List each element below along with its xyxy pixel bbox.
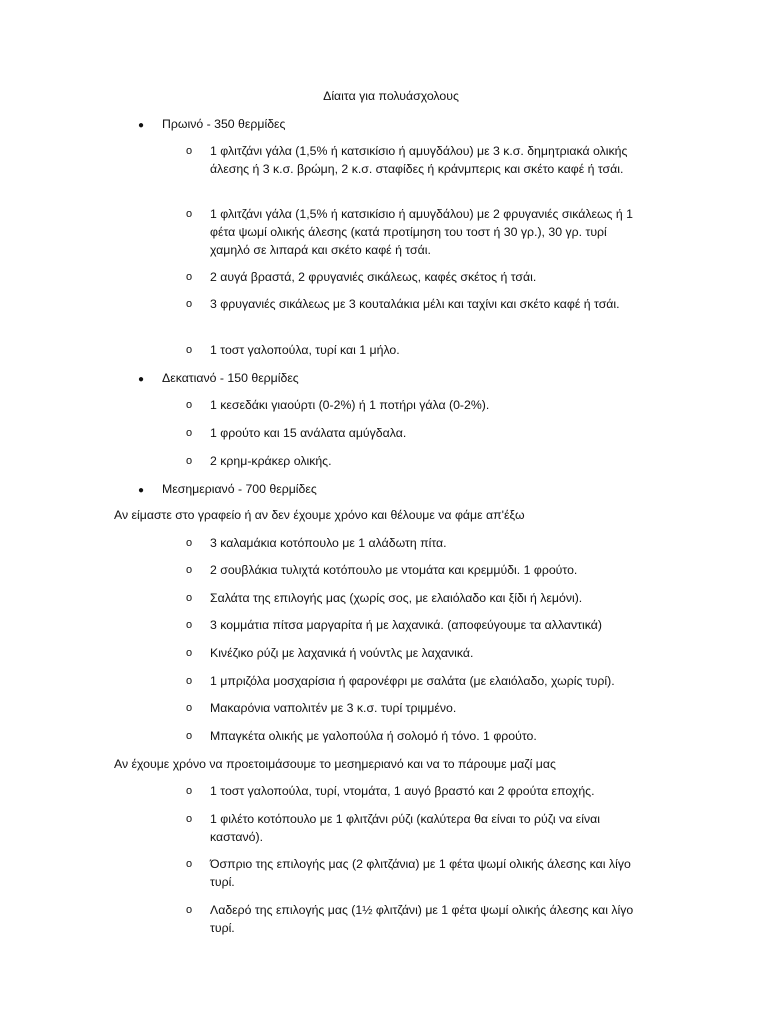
meal-heading-lunch: [138, 480, 317, 500]
list-item: [186, 644, 646, 662]
list-item-text: Κινέζικο ρύζι με λαχανικά ή νούντλς με λαχανικά.: [210, 646, 474, 660]
list-item: [186, 205, 646, 259]
circle-bullet-icon: o: [186, 730, 193, 742]
list-item: [186, 142, 646, 178]
circle-bullet-icon: o: [186, 344, 193, 356]
list-item-text: 3 φρυγανιές σικάλεως με 3 κουταλάκια μέλι και ταχίνι και σκέτο καφέ ή τσάι.: [210, 297, 620, 311]
list-item-text: 1 φλιτζάνι γάλα (1,5% ή κατσικίσιο ή αμυγδάλου) με 2 φρυγανιές σικάλεως ή 1 φέτα ψωμί ολικής άλεσης (κατά προτίμηση του τοστ ή 30 γρ.), 30 γρ. τυρί χαμηλό σε λιπαρά και σκέτο καφέ ή τσάι.: [210, 207, 633, 257]
circle-bullet-icon: o: [186, 298, 193, 310]
meal-heading-breakfast: [138, 115, 285, 135]
list-item-text: 2 σουβλάκια τυλιχτά κοτόπουλο με ντομάτα και κρεμμύδι. 1 φρούτο.: [210, 563, 578, 577]
list-item: [186, 616, 646, 634]
meal-heading-snack: [138, 369, 299, 389]
circle-bullet-icon: o: [186, 675, 193, 687]
list-item-text: 1 φρούτο και 15 ανάλατα αμύγδαλα.: [210, 426, 407, 440]
bullet-icon: ●: [138, 485, 145, 496]
meal-label: Μεσημεριανό - 700 θερμίδες: [162, 482, 317, 496]
circle-bullet-icon: o: [186, 785, 193, 797]
bullet-icon: ●: [138, 120, 145, 131]
list-item: [186, 782, 646, 800]
list-item-text: 2 αυγά βραστά, 2 φρυγανιές σικάλεως, καφές σκέτος ή τσάι.: [210, 270, 537, 284]
list-item-text: 2 κρημ-κράκερ ολικής.: [210, 454, 332, 468]
list-item-text: 1 κεσεδάκι γιαούρτι (0-2%) ή 1 ποτήρι γάλα (0-2%).: [210, 398, 490, 412]
list-item: [186, 341, 646, 359]
circle-bullet-icon: o: [186, 208, 193, 220]
circle-bullet-icon: o: [186, 145, 193, 157]
list-item: [186, 699, 646, 717]
circle-bullet-icon: o: [186, 619, 193, 631]
list-item-text: 3 κομμάτια πίτσα μαργαρίτα ή με λαχανικά. (αποφεύγουμε τα αλλαντικά): [210, 618, 602, 632]
list-item-text: Λαδερό της επιλογής μας (1½ φλιτζάνι) με 1 φέτα ψωμί ολικής άλεσης και λίγο τυρί.: [210, 903, 634, 935]
list-item: [186, 901, 646, 937]
list-item: [186, 268, 646, 286]
circle-bullet-icon: o: [186, 455, 193, 467]
list-item: [186, 672, 646, 690]
list-item-text: Μπαγκέτα ολικής με γαλοπούλα ή σολομό ή τόνο. 1 φρούτο.: [210, 729, 537, 743]
list-item-text: 3 καλαμάκια κοτόπουλο με 1 αλάδωτη πίτα.: [210, 536, 447, 550]
circle-bullet-icon: o: [186, 592, 193, 604]
list-item: [186, 452, 646, 470]
list-item-text: 1 τοστ γαλοπούλα, τυρί και 1 μήλο.: [210, 343, 400, 357]
circle-bullet-icon: o: [186, 564, 193, 576]
circle-bullet-icon: o: [186, 858, 193, 870]
list-item-text: 1 μπριζόλα μοσχαρίσια ή φαρονέφρι με σαλάτα (με ελαιόλαδο, χωρίς τυρί).: [210, 674, 615, 688]
circle-bullet-icon: o: [186, 647, 193, 659]
circle-bullet-icon: o: [186, 537, 193, 549]
subheading-office: Αν είμαστε στο γραφείο ή αν δεν έχουμε χρόνο και θέλουμε να φάμε απ'έξω: [114, 508, 525, 522]
list-item-text: Όσπριο της επιλογής μας (2 φλιτζάνια) με 1 φέτα ψωμί ολικής άλεσης και λίγο τυρί.: [210, 857, 631, 889]
subheading-home: Αν έχουμε χρόνο να προετοιμάσουμε το μεσημεριανό και να το πάρουμε μαζί μας: [114, 757, 556, 771]
bullet-icon: ●: [138, 374, 145, 385]
circle-bullet-icon: o: [186, 427, 193, 439]
list-item-text: 1 φιλέτο κοτόπουλο με 1 φλιτζάνι ρύζι (καλύτερα θα είναι το ρύζι να είναι καστανό).: [210, 812, 600, 844]
list-item: [186, 424, 646, 442]
list-item-text: Σαλάτα της επιλογής μας (χωρίς σος, με ελαιόλαδο και ξίδι ή λεμόνι).: [210, 591, 583, 605]
circle-bullet-icon: o: [186, 702, 193, 714]
page-title: Δίαιτα για πολυάσχολους: [323, 89, 459, 103]
circle-bullet-icon: o: [186, 271, 193, 283]
meal-label: Πρωινό - 350 θερμίδες: [162, 117, 286, 131]
list-item: [186, 295, 646, 313]
list-item: [186, 810, 646, 846]
list-item: [186, 396, 646, 414]
list-item: [186, 855, 646, 891]
list-item-text: Μακαρόνια ναπολιτέν με 3 κ.σ. τυρί τριμμένο.: [210, 701, 457, 715]
list-item-text: 1 φλιτζάνι γάλα (1,5% ή κατσικίσιο ή αμυγδάλου) με 3 κ.σ. δημητριακά ολικής άλεσης ή 3 κ.σ. βρώμη, 2 κ.σ. σταφίδες ή κράνμπερις και σκέτο καφέ ή τσάι.: [210, 144, 628, 176]
circle-bullet-icon: o: [186, 399, 193, 411]
list-item: [186, 534, 646, 552]
list-item: [186, 589, 646, 607]
list-item: [186, 561, 646, 579]
circle-bullet-icon: o: [186, 813, 193, 825]
list-item: [186, 727, 646, 745]
meal-label: Δεκατιανό - 150 θερμίδες: [162, 371, 299, 385]
circle-bullet-icon: o: [186, 904, 193, 916]
list-item-text: 1 τοστ γαλοπούλα, τυρί, ντομάτα, 1 αυγό βραστό και 2 φρούτα εποχής.: [210, 784, 595, 798]
